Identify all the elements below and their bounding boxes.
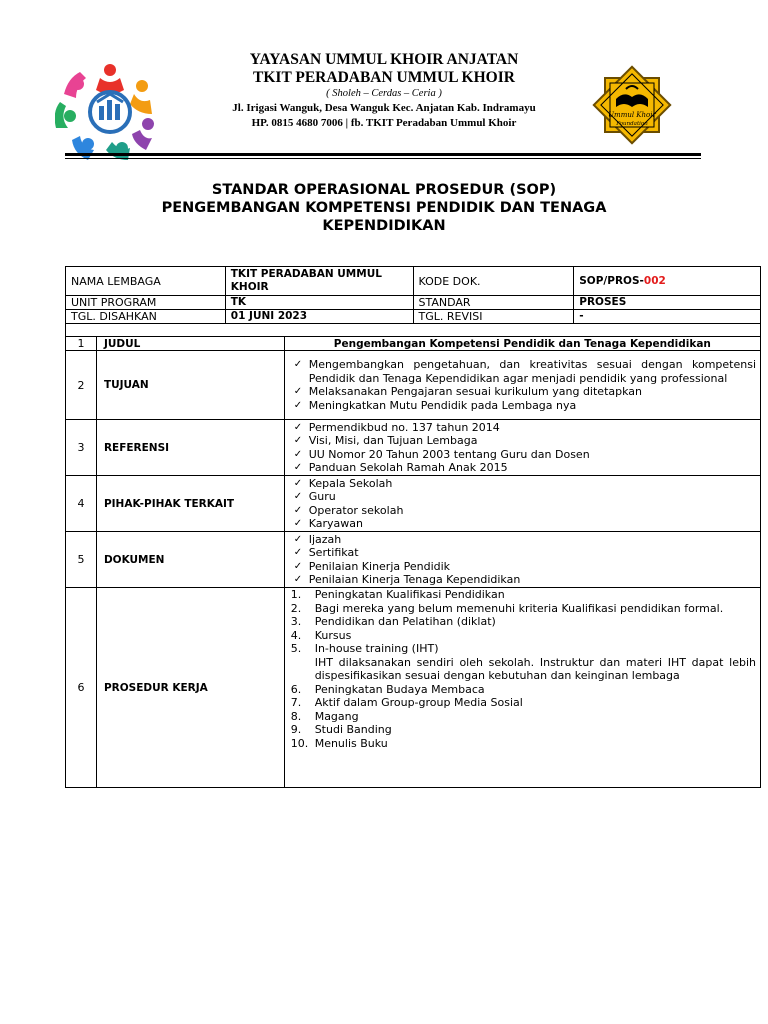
- list-item-note: IHT dilaksanakan sendiri oleh sekolah. Instruktur dan materi IHT dapat lebih dispesifikasikan sesuai dengan kebutuhan dan keinginan lembaga: [314, 655, 756, 682]
- unit-program-label: UNIT PROGRAM: [66, 296, 226, 310]
- school-name: TKIT PERADABAN UMMUL KHOIR: [253, 69, 515, 86]
- row-prosedur-kerja: [66, 588, 761, 788]
- check-icon: ✓: [293, 477, 303, 489]
- list-item: 8. Magang: [290, 709, 359, 723]
- check-icon: ✓: [293, 574, 303, 585]
- row-number: 1: [66, 337, 97, 351]
- pihak-list: [289, 477, 756, 531]
- check-icon: ✓: [293, 518, 303, 529]
- list-item: ✓ Karyawan: [293, 517, 363, 530]
- check-icon: ✓: [293, 359, 303, 370]
- kode-dok-label: KODE DOK.: [413, 267, 574, 296]
- tgl-disahkan-value: 01 JUNI 2023: [225, 310, 413, 324]
- check-icon: ✓: [293, 547, 303, 558]
- letterhead-rule-thick: [65, 153, 701, 156]
- ummul-khoir-foundation-logo-icon: [592, 64, 672, 146]
- row-label: PIHAK-PIHAK TERKAIT: [96, 476, 284, 532]
- row-label: REFERENSI: [96, 420, 284, 476]
- list-item: 10. Menulis Buku: [290, 736, 388, 750]
- kode-dok-prefix: SOP/PROS-: [579, 274, 644, 287]
- document-title: [100, 181, 668, 235]
- list-item: ✓ Panduan Sekolah Ramah Anak 2015: [293, 461, 508, 474]
- list-item: ✓ Permendikbud no. 137 tahun 2014: [293, 420, 500, 434]
- row-label: DOKUMEN: [96, 532, 284, 588]
- list-item: 7. Aktif dalam Group-group Media Sosial: [290, 696, 523, 709]
- check-icon: ✓: [293, 491, 303, 502]
- list-item: ✓ Operator sekolah: [293, 503, 404, 517]
- list-item: ✓ Guru: [293, 490, 336, 503]
- tujuan-list-cell: [284, 351, 760, 420]
- list-item: 1. Peningkatan Kualifikasi Pendidikan: [290, 588, 505, 601]
- prosedur-list-cell: [284, 588, 760, 788]
- list-item: ✓ UU Nomor 20 Tahun 2003 tentang Guru dan Dosen: [293, 447, 590, 461]
- letterhead: [190, 51, 578, 131]
- row-judul: [66, 337, 761, 351]
- row-tujuan: [66, 351, 761, 420]
- dokumen-list: [289, 533, 756, 587]
- row-number: 4: [66, 476, 97, 532]
- standar-label: STANDAR: [413, 296, 574, 310]
- pihak-list-cell: [284, 476, 760, 532]
- logo-text-2: Foundation: [616, 121, 648, 127]
- dokumen-list-cell: [284, 532, 760, 588]
- list-item: ✓ Meningkatkan Mutu Pendidik pada Lembaga nya: [293, 398, 577, 412]
- row-label: TUJUAN: [96, 351, 284, 420]
- check-icon: ✓: [293, 533, 303, 545]
- check-icon: ✓: [293, 448, 303, 460]
- document-meta-table: [65, 266, 761, 337]
- list-item: ✓ Melaksanakan Pengajaran sesuai kurikulum yang ditetapkan: [293, 385, 642, 398]
- check-icon: ✓: [293, 386, 303, 397]
- nama-lembaga-label: NAMA LEMBAGA: [66, 267, 226, 296]
- row-number: 5: [66, 532, 97, 588]
- check-icon: ✓: [293, 421, 303, 433]
- tgl-revisi-label: TGL. REVISI: [413, 310, 574, 324]
- kode-dok-value: [574, 267, 761, 296]
- address: Jl. Irigasi Wanguk, Desa Wanguk Kec. Anjatan Kab. Indramayu: [232, 102, 536, 114]
- check-icon: ✓: [293, 560, 303, 572]
- standar-value: PROSES: [574, 296, 761, 310]
- tagline: ( Sholeh – Cerdas – Ceria ): [326, 88, 442, 99]
- list-item: ✓ Ijazah: [293, 532, 342, 546]
- row-label: JUDUL: [96, 337, 284, 351]
- title-line-2: PENGEMBANGAN KOMPETENSI PENDIDIK DAN TENAGA: [161, 200, 607, 216]
- title-line-3: KEPENDIDIKAN: [322, 218, 446, 234]
- meta-spacer-row: [66, 324, 761, 337]
- row-referensi: [66, 420, 761, 476]
- contact: HP. 0815 4680 7006 | fb. TKIT Peradaban Ummul Khoir: [251, 117, 517, 129]
- list-item: 4. Kursus: [290, 628, 352, 642]
- check-icon: ✓: [293, 462, 303, 473]
- unit-program-value: TK: [225, 296, 413, 310]
- row-label: PROSEDUR KERJA: [96, 588, 284, 788]
- logo-text-1: Ummul Khoir: [608, 111, 656, 119]
- list-item: ✓ Sertifikat: [293, 546, 359, 559]
- list-item: 5. In-house training (IHT) IHT dilaksanakan sendiri oleh sekolah. Instruktur dan materi IHT dapat lebih dispesifikasikan sesuai dengan kebutuhan dan keinginan lembaga: [290, 642, 756, 682]
- list-item: 2. Bagi mereka yang belum memenuhi kriteria Kualifikasi pendidikan formal.: [290, 601, 724, 615]
- referensi-list-cell: [284, 420, 760, 476]
- kode-dok-number: 002: [643, 274, 666, 287]
- tgl-revisi-value: -: [574, 310, 761, 324]
- sop-table: [65, 336, 761, 788]
- tujuan-list: [289, 358, 756, 412]
- prosedur-list: [289, 588, 756, 750]
- list-item: 9. Studi Banding: [290, 723, 392, 736]
- row-number: 3: [66, 420, 97, 476]
- list-item: ✓ Kepala Sekolah: [293, 476, 393, 490]
- meta-row: [66, 310, 761, 324]
- list-item: ✓ Visi, Misi, dan Tujuan Lembaga: [293, 434, 478, 447]
- referensi-list: [289, 421, 756, 475]
- title-line-1: STANDAR OPERASIONAL PROSEDUR (SOP): [211, 182, 557, 198]
- list-item: ✓ Mengembangkan pengetahuan, dan kreativitas sesuai dengan kompetensi Pendidik dan Tenaga Kependidikan agar menjadi pendidik yang professional: [293, 358, 756, 385]
- judul-value: Pengembangan Kompetensi Pendidik dan Tenaga Kependidikan: [284, 337, 760, 351]
- nama-lembaga-value: TKIT PERADABAN UMMUL KHOIR: [225, 267, 413, 296]
- letterhead-rule-thin: [65, 158, 701, 159]
- foundation-name: YAYASAN UMMUL KHOIR ANJATAN: [249, 51, 519, 68]
- meta-spacer: [66, 324, 761, 337]
- meta-row: [66, 267, 761, 296]
- row-dokumen: [66, 532, 761, 588]
- yayasan-logo-icon: [55, 60, 195, 160]
- list-item: ✓ Penilaian Kinerja Pendidik: [293, 559, 451, 573]
- check-icon: ✓: [293, 435, 303, 446]
- list-item: 3. Pendidikan dan Pelatihan (diklat): [290, 615, 496, 628]
- tgl-disahkan-label: TGL. DISAHKAN: [66, 310, 226, 324]
- row-pihak-terkait: [66, 476, 761, 532]
- check-icon: ✓: [293, 399, 303, 411]
- meta-row: [66, 296, 761, 310]
- row-number: 6: [66, 588, 97, 788]
- list-item: 6. Peningkatan Budaya Membaca: [290, 682, 485, 696]
- list-item: ✓ Penilaian Kinerja Tenaga Kependidikan: [293, 573, 521, 586]
- check-icon: ✓: [293, 504, 303, 516]
- row-number: 2: [66, 351, 97, 420]
